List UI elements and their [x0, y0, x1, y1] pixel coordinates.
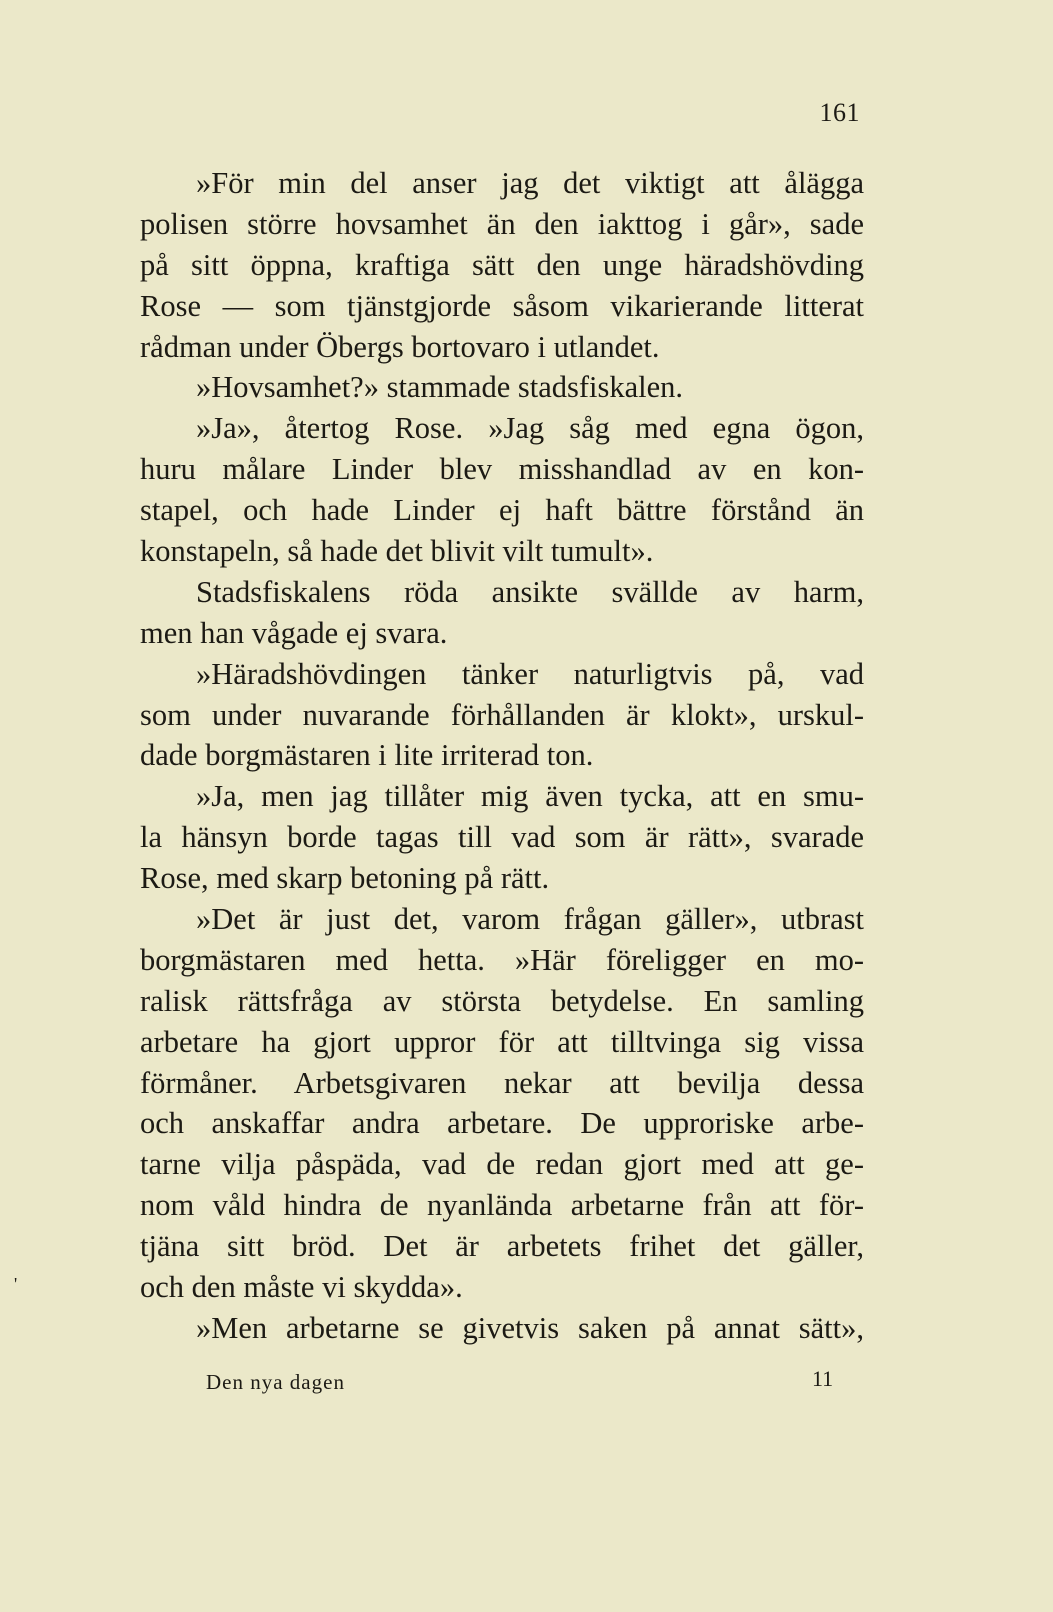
text-line: på sitt öppna, kraftiga sätt den unge häradshövding	[140, 247, 864, 282]
text-line: dade borgmästaren i lite irriterad ton.	[140, 738, 594, 773]
text-line: som under nuvarande förhållanden är klokt», urskul-	[140, 697, 864, 732]
text-line: »Men arbetarne se givetvis saken på annat sätt»,	[196, 1310, 864, 1345]
text-line: borgmästaren med hetta. »Här föreligger en mo-	[140, 942, 864, 977]
text-line: polisen större hovsamhet än den iakttog i går», sade	[140, 206, 864, 241]
text-line: Stadsfiskalens röda ansikte svällde av harm,	[196, 574, 864, 609]
text-line: Rose — som tjänstgjorde såsom vikarierande litterat	[140, 288, 864, 323]
text-line: »Det är just det, varom frågan gäller», utbrast	[196, 902, 864, 937]
text-line: huru målare Linder blev misshandlad av en kon-	[140, 452, 864, 487]
page-number: 161	[819, 98, 860, 127]
text-line: förmåner. Arbetsgivaren nekar att bevilja dessa	[140, 1065, 864, 1100]
text-line: rådman under Öbergs bortovaro i utlandet.	[140, 329, 660, 364]
text-line: Rose, med skarp betoning på rätt.	[140, 861, 550, 896]
text-line: la hänsyn borde tagas till vad som är rätt», svarade	[140, 820, 864, 855]
text-line: arbetare ha gjort uppror för att tilltvinga sig vissa	[140, 1024, 864, 1059]
text-line: stapel, och hade Linder ej haft bättre förstånd än	[140, 493, 864, 528]
text-line: ralisk rättsfråga av största betydelse. En samling	[140, 983, 864, 1018]
text-line: tjäna sitt bröd. Det är arbetets frihet det gäller,	[140, 1229, 864, 1264]
text-line: »Häradshövdingen tänker naturligtvis på, vad	[196, 656, 864, 691]
text-line: och den måste vi skydda».	[140, 1270, 463, 1305]
body-text	[140, 163, 864, 1349]
text-line: »För min del anser jag det viktigt att ålägga	[196, 166, 864, 200]
text-line: tarne vilja påspäda, vad de redan gjort med att ge-	[140, 1147, 864, 1182]
signature-mark: 11	[812, 1366, 834, 1391]
margin-mark: '	[14, 1274, 18, 1294]
text-line: »Ja», återtog Rose. »Jag såg med egna ögon,	[196, 411, 864, 446]
text-line: nom våld hindra de nyanlända arbetarne från att för-	[140, 1188, 864, 1223]
text-line: »Ja, men jag tillåter mig även tycka, att en smu-	[196, 779, 864, 814]
text-line: men han vågade ej svara.	[140, 615, 448, 650]
footer-book-title: Den nya dagen	[206, 1370, 345, 1394]
text-line: »Hovsamhet?» stammade stadsfiskalen.	[196, 370, 684, 405]
text-line: och anskaffar andra arbetare. De upproriske arbe-	[140, 1106, 864, 1141]
text-line: konstapeln, så hade det blivit vilt tumult».	[140, 534, 654, 569]
